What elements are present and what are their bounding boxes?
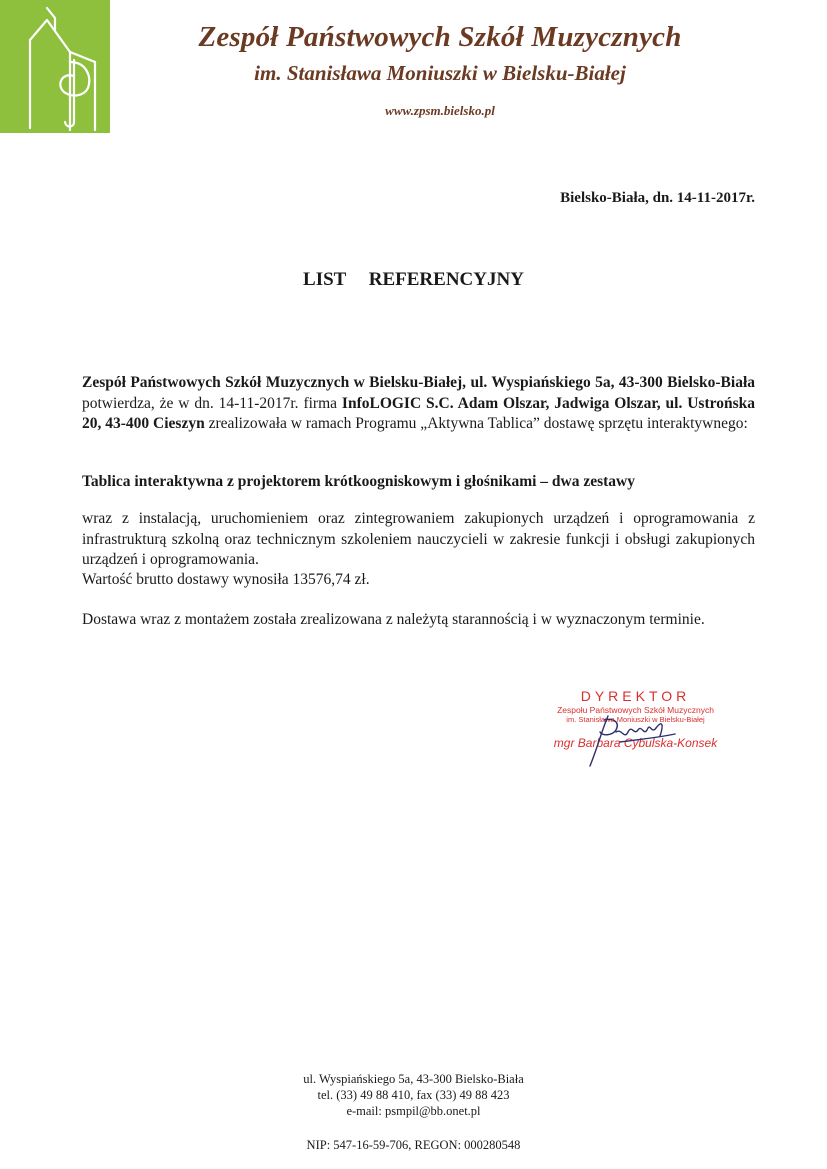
footer-email[interactable]: e-mail: psmpil@bb.onet.pl xyxy=(346,1104,481,1118)
school-patron-subheading: im. Stanisława Moniuszki w Bielsku-Białej xyxy=(254,61,626,85)
stamp-heading: DYREKTOR xyxy=(580,688,691,704)
footer-ids: NIP: 547-16-59-706, REGON: 000280548 xyxy=(306,1138,521,1152)
letter-date: Bielsko-Biała, dn. 14-11-2017r. xyxy=(560,190,755,206)
gross-value-line: Wartość brutto dostawy wynosiła 13576,74 zł. xyxy=(82,571,370,588)
company-details-bold: InfoLOGIC S.C. Adam Olszar, Jadwiga Olszar, ul. Ustrońska 20, 43-400 Cieszyn xyxy=(82,394,755,432)
handwritten-signature xyxy=(580,710,690,772)
school-logo-icon xyxy=(0,0,110,133)
reference-paragraph xyxy=(82,373,755,435)
product-line: Tablica interaktywna z projektorem krótkoogniskowym i głośnikami – dwa zestawy xyxy=(82,473,635,490)
confirmation-text: potwierdza, że w dn. 14-11-2017r. firma xyxy=(82,394,342,412)
stamp-line-2: im. Stanisława Moniuszki w Bielsku-Białej xyxy=(566,715,705,724)
footer-address: ul. Wyspiańskiego 5a, 43-300 Bielsko-Biała xyxy=(303,1072,524,1086)
delivery-paragraph: Dostawa wraz z montażem została zrealizowana z należytą starannością i w wyznaczonym terminie. xyxy=(82,611,705,628)
installation-paragraph: wraz z instalacją, uruchomieniem oraz zintegrowaniem zakupionych urządzeń i oprogramowania z infrastrukturą szkolną oraz technicznym szkoleniem nauczycieli w zakresie funkcji i obsługi zakupionych urządzeń i oprogramowania. xyxy=(82,510,755,568)
footer-phone: tel. (33) 49 88 410, fax (33) 49 88 423 xyxy=(317,1088,510,1102)
school-website-link[interactable]: www.zpsm.bielsko.pl xyxy=(385,103,495,118)
stamp-director-name: mgr Barbara Cybulska-Konsek xyxy=(553,736,718,750)
document-title: LIST REFERENCYJNY xyxy=(303,269,524,290)
program-text: zrealizowała w ramach Programu „Aktywna Tablica” dostawę sprzętu interaktywnego: xyxy=(204,415,748,432)
school-name-heading: Zespół Państwowych Szkół Muzycznych xyxy=(198,21,682,53)
school-address-bold: Zespół Państwowych Szkół Muzycznych w Bielsku-Białej, ul. Wyspiańskiego 5a, 43-300 Bielsko-Biała xyxy=(82,374,755,391)
stamp-line-1: Zespołu Państwowych Szkół Muzycznych xyxy=(557,705,714,715)
